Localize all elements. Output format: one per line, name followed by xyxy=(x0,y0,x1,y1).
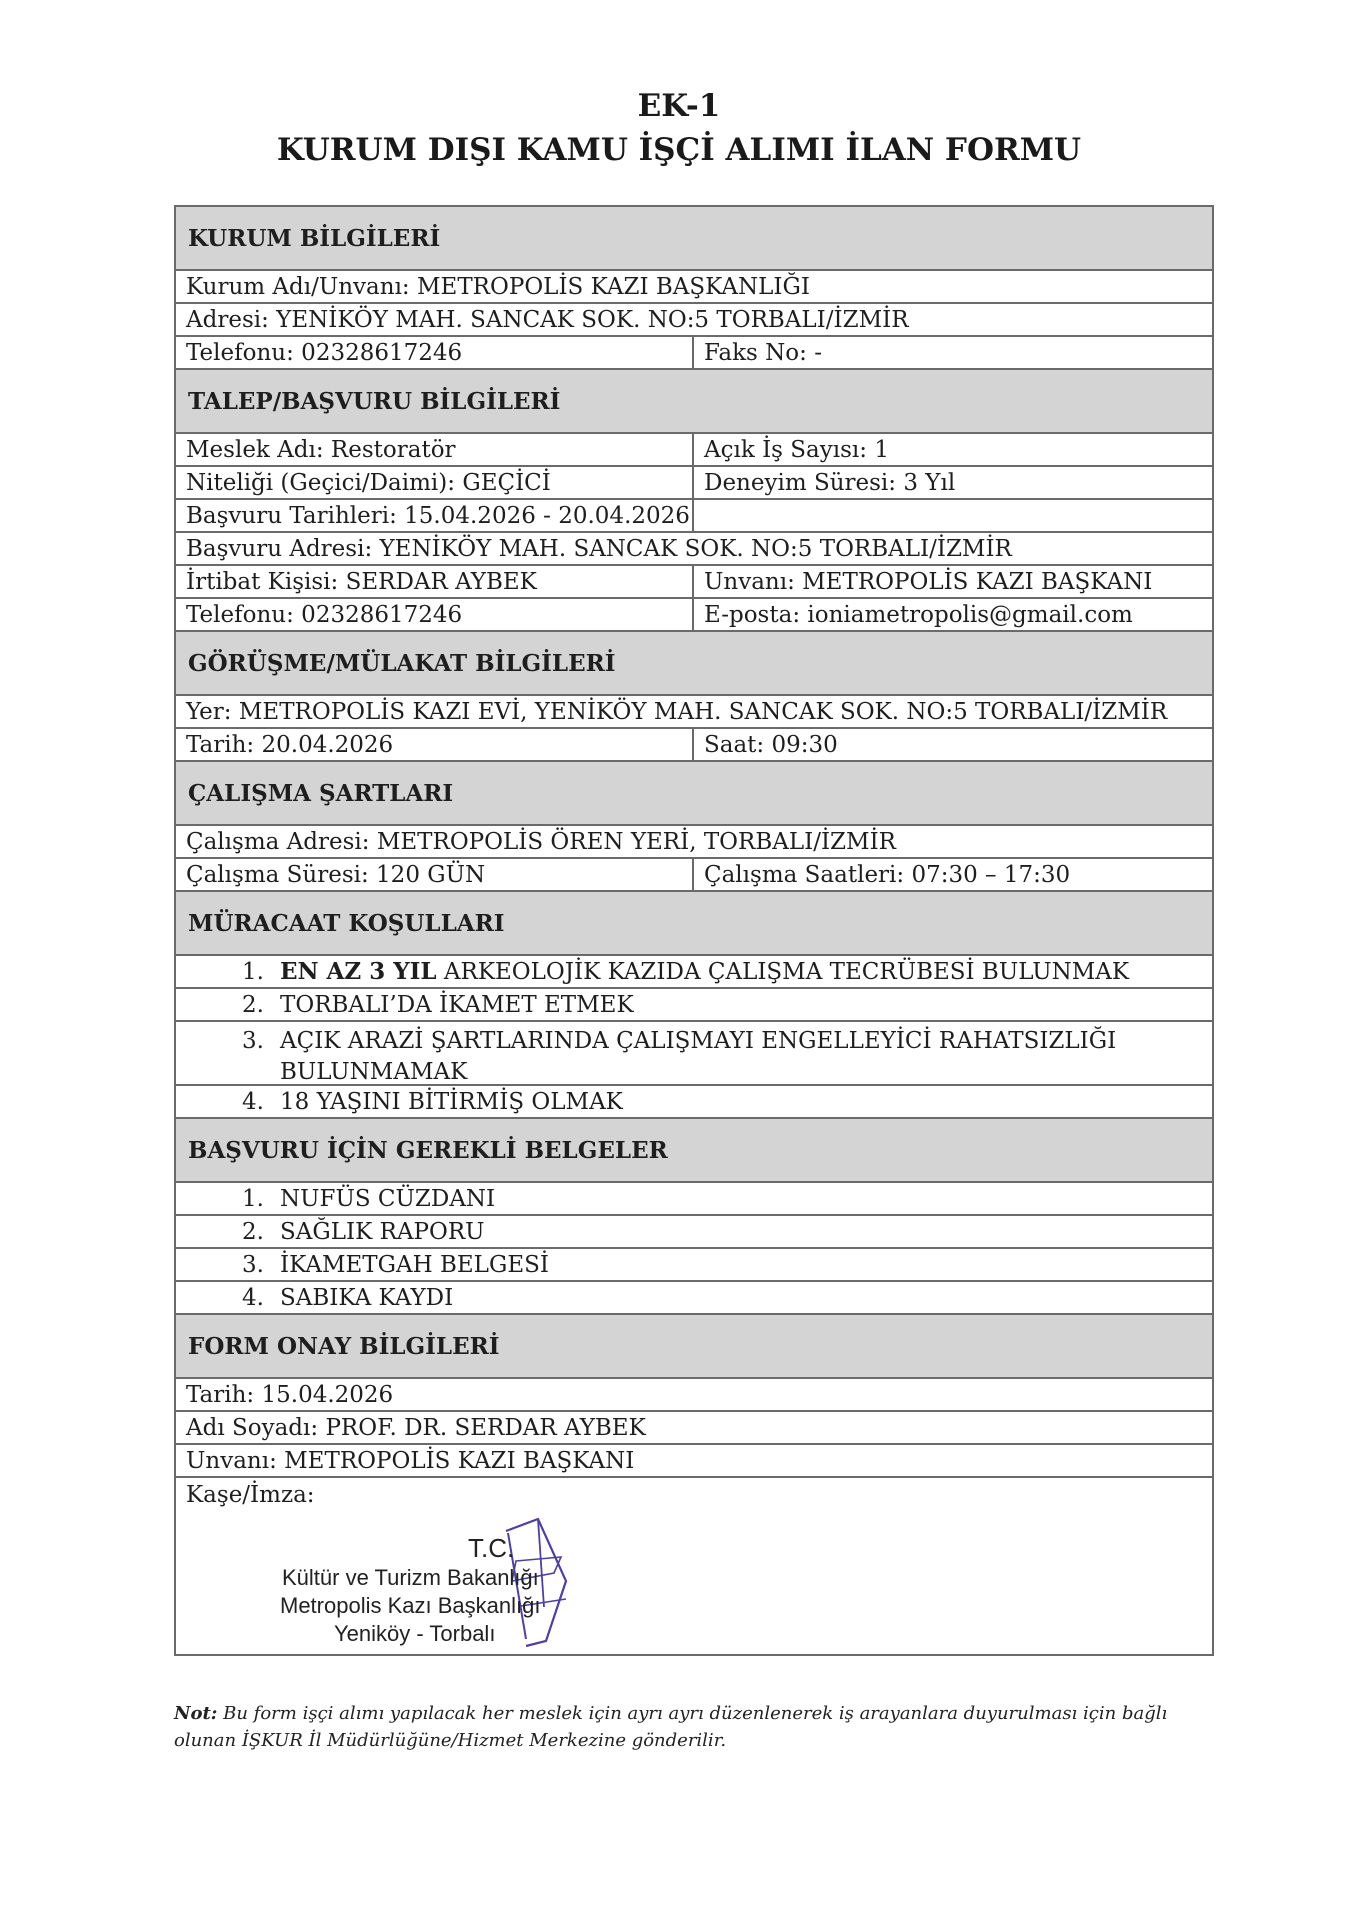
list-text: TORBALI’DA İKAMET ETMEK xyxy=(280,991,634,1018)
acik-is-sayisi: Açık İş Sayısı: 1 xyxy=(704,436,889,463)
section-gorusme-title: GÖRÜŞME/MÜLAKAT BİLGİLERİ xyxy=(176,632,1212,696)
list-number: 4. xyxy=(242,1284,264,1311)
talep-tarihler-row xyxy=(176,500,1212,533)
talep-adres-row xyxy=(176,533,1212,566)
onay-unvan-row xyxy=(176,1445,1212,1478)
onay-tarih-row xyxy=(176,1379,1212,1412)
irtibat-unvani: Unvanı: METROPOLİS KAZI BAŞKANI xyxy=(704,568,1153,595)
section-onay-title: FORM ONAY BİLGİLERİ xyxy=(176,1315,1212,1379)
gorusme-tarih: Tarih: 20.04.2026 xyxy=(176,729,694,760)
basvuru-tarihleri: Başvuru Tarihleri: 15.04.2026 - 20.04.2026 xyxy=(176,500,694,531)
kurum-adi: Kurum Adı/Unvanı: METROPOLİS KAZI BAŞKANLIĞI xyxy=(186,273,810,300)
kurum-telefon-row xyxy=(176,337,1212,370)
list-text: 18 YAŞINI BİTİRMİŞ OLMAK xyxy=(280,1088,623,1115)
list-item xyxy=(176,1022,1212,1086)
document-code: EK-1 xyxy=(637,88,721,124)
note-text: Bu form işçi alımı yapılacak her meslek için ayrı ayrı düzenlenerek iş arayanlara duyurulması için bağlı olunan İŞKUR İl Müdürlüğüne/Hizmet Merkezine gönderilir. xyxy=(174,1703,1173,1751)
list-text: ARKEOLOJİK KAZIDA ÇALIŞMA TECRÜBESİ BULUNMAK xyxy=(436,958,1130,985)
talep-nitelik-row xyxy=(176,467,1212,500)
section-kurum-title: KURUM BİLGİLERİ xyxy=(176,207,1212,271)
gorusme-yer: Yer: METROPOLİS KAZI EVİ, YENİKÖY MAH. SANCAK SOK. NO:5 TORBALI/İZMİR xyxy=(186,698,1168,725)
kase-imza-label: Kaşe/İmza: xyxy=(186,1481,315,1508)
official-stamp xyxy=(276,1511,636,1651)
calisma-saatleri: Çalışma Saatleri: 07:30 – 17:30 xyxy=(704,861,1071,888)
kurum-faks: Faks No: - xyxy=(704,339,822,366)
list-number: 3. xyxy=(242,1251,264,1278)
section-belgeler-title: BAŞVURU İÇİN GEREKLİ BELGELER xyxy=(176,1119,1212,1183)
section-muracaat-title: MÜRACAAT KOŞULLARI xyxy=(176,892,1212,956)
onay-adi-soyadi: Adı Soyadı: PROF. DR. SERDAR AYBEK xyxy=(186,1414,646,1441)
stamp-line-1: T.C. xyxy=(468,1533,515,1563)
list-number: 4. xyxy=(242,1088,264,1115)
list-item xyxy=(176,1282,1212,1315)
note-label: Not: xyxy=(174,1703,218,1724)
list-item xyxy=(176,989,1212,1022)
list-number: 2. xyxy=(242,991,264,1018)
gorusme-saat: Saat: 09:30 xyxy=(704,731,838,758)
list-text: SAĞLIK RAPORU xyxy=(280,1218,485,1245)
list-text: AÇIK ARAZİ ŞARTLARINDA ÇALIŞMAYI ENGELLEYİCİ RAHATSIZLIĞI BULUNMAMAK xyxy=(280,1028,1117,1085)
stamp-line-3: Metropolis Kazı Başkanlığı xyxy=(280,1593,541,1618)
talep-irtibat-row xyxy=(176,566,1212,599)
kurum-telefon: Telefonu: 02328617246 xyxy=(176,337,694,368)
irtibat-kisisi: İrtibat Kişisi: SERDAR AYBEK xyxy=(176,566,694,597)
kurum-adi-row xyxy=(176,271,1212,304)
list-number: 1. xyxy=(242,1185,264,1212)
list-text: NUFÜS CÜZDANI xyxy=(280,1185,496,1212)
list-item xyxy=(176,1086,1212,1119)
empty-cell xyxy=(694,500,1212,531)
onay-imza-row xyxy=(176,1478,1212,1511)
onay-adi-row xyxy=(176,1412,1212,1445)
talep-telefon: Telefonu: 02328617246 xyxy=(176,599,694,630)
section-talep-title: TALEP/BAŞVURU BİLGİLERİ xyxy=(176,370,1212,434)
talep-telefon-row xyxy=(176,599,1212,632)
footer-note xyxy=(174,1700,1214,1754)
calisma-suresi: Çalışma Süresi: 120 GÜN xyxy=(176,859,694,890)
nitelik: Niteliği (Geçici/Daimi): GEÇİCİ xyxy=(176,467,694,498)
onay-tarih: Tarih: 15.04.2026 xyxy=(186,1381,394,1408)
onay-unvani: Unvanı: METROPOLİS KAZI BAŞKANI xyxy=(186,1447,635,1474)
job-posting-form xyxy=(174,205,1214,1656)
deneyim-suresi: Deneyim Süresi: 3 Yıl xyxy=(704,469,956,496)
list-item xyxy=(176,956,1212,989)
basvuru-adresi: Başvuru Adresi: YENİKÖY MAH. SANCAK SOK. NO:5 TORBALI/İZMİR xyxy=(186,535,1012,562)
talep-meslek-row xyxy=(176,434,1212,467)
calisma-adres-row xyxy=(176,826,1212,859)
kurum-adres-row xyxy=(176,304,1212,337)
list-item xyxy=(176,1183,1212,1216)
stamp-line-4: Yeniköy - Torbalı xyxy=(334,1621,496,1646)
list-emphasis: EN AZ 3 YIL xyxy=(280,958,437,985)
document-title: KURUM DIŞI KAMU İŞÇİ ALIMI İLAN FORMU xyxy=(276,132,1082,168)
list-number: 2. xyxy=(242,1218,264,1245)
list-text: SABIKA KAYDI xyxy=(280,1284,454,1311)
list-item xyxy=(176,1216,1212,1249)
gorusme-tarih-row xyxy=(176,729,1212,762)
stamp-line-2: Kültür ve Turizm Bakanlığı xyxy=(282,1565,539,1590)
section-calisma-title: ÇALIŞMA ŞARTLARI xyxy=(176,762,1212,826)
stamp-signature-area xyxy=(176,1511,1212,1656)
kurum-adres: Adresi: YENİKÖY MAH. SANCAK SOK. NO:5 TORBALI/İZMİR xyxy=(186,306,909,333)
list-text: İKAMETGAH BELGESİ xyxy=(280,1251,549,1278)
list-number: 1. xyxy=(242,958,264,985)
list-item xyxy=(176,1249,1212,1282)
calisma-adresi: Çalışma Adresi: METROPOLİS ÖREN YERİ, TORBALI/İZMİR xyxy=(186,828,896,855)
calisma-sure-row xyxy=(176,859,1212,892)
talep-eposta: E-posta: ioniametropolis@gmail.com xyxy=(704,601,1133,628)
meslek-adi: Meslek Adı: Restoratör xyxy=(176,434,694,465)
gorusme-yer-row xyxy=(176,696,1212,729)
list-number: 3. xyxy=(242,1028,264,1054)
